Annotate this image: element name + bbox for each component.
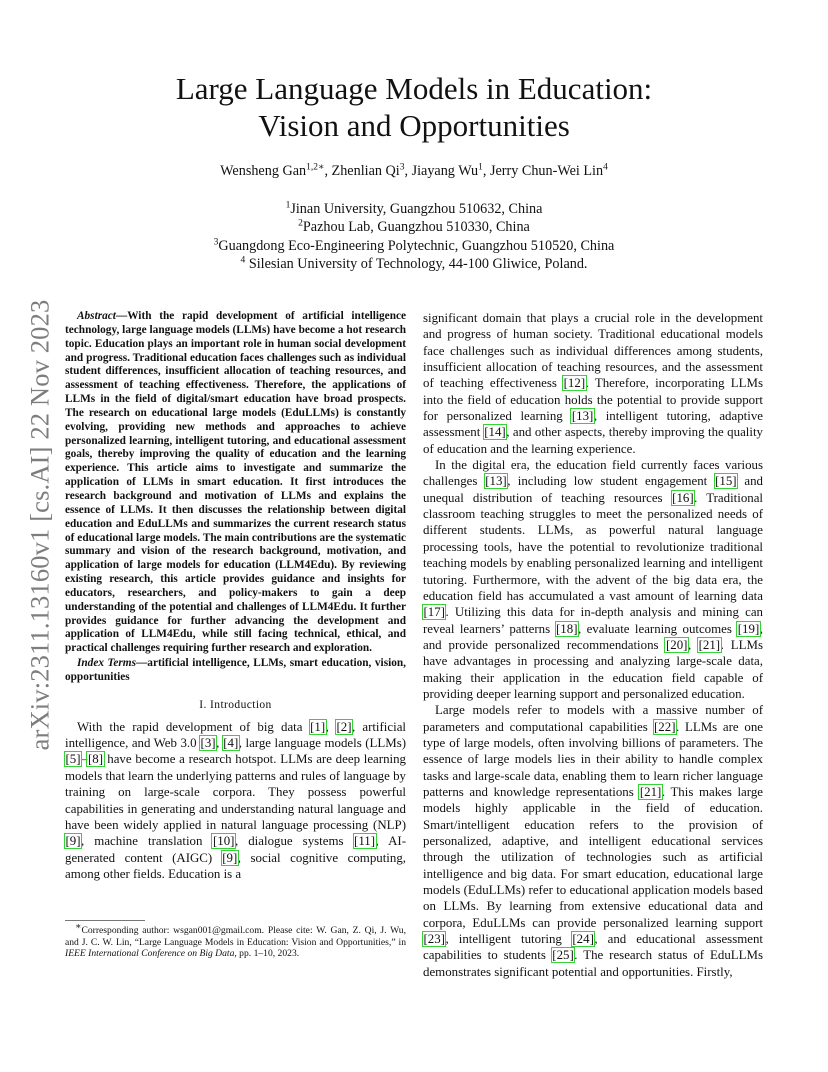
left-column: [65, 310, 406, 882]
index-terms-label: Index Terms: [77, 657, 136, 670]
index-terms-text: —artificial intelligence, LLMs, smart education, vision, opportunities: [65, 657, 406, 683]
citation-link[interactable]: [24]: [572, 932, 594, 947]
affiliation-3-sup: 3: [213, 236, 219, 247]
text-run: , including low student engagement: [507, 474, 715, 489]
citation-link[interactable]: [3]: [200, 736, 216, 751]
text-run: , and provide personalized recommendations: [423, 621, 763, 652]
citation-link[interactable]: [18]: [556, 621, 578, 636]
citation-link[interactable]: [1]: [310, 719, 326, 734]
text-run: , intelligent tutoring, adaptive assessment: [423, 409, 763, 440]
affiliation-1: [100, 200, 728, 218]
affiliation-1-sup: 1: [285, 200, 291, 211]
text-run: . Traditional classroom teaching struggles to meet the personalized needs of different students. LLMs, as powerful natural language processing tools, have the potential to revolutionize traditional teaching models by enabling personalized learning and intelligent tutoring. Furthermore, with the advent of the big data era, the education field has accumulated a vast amount of learning data: [423, 490, 764, 603]
abstract-text: —With the rapid development of artificial intelligence technology, large language models (LLMs) have become a hot research topic. Education plays an important role in human social development and progress. Traditional education faces challenges such as individual student differences, insufficient allocation of teaching resources, and assessment of teaching effectiveness. Therefore, the applications of LLMs in the field of digital/smart education have broad prospects. The research on educational large models (EduLLMs) is constantly evolving, providing new methods and approaches to achieve personalized learning, intelligent tutoring, and educational assessment goals, thereby improving the quality of education and the learning experience. This article aims to investigate and summarize the application of LLMs in smart education. It first introduces the research background and motivation of LLMs and explains the essence of LLMs. It then discusses the relationship between digital education and EduLLMs and summarizes the current research status of educational large models. The main contributions are the systematic summary and vision of the research background, motivation, and application of large models for education (LLM4Edu). By reviewing existing research, this article provides guidance and insights for educators, researchers, and policy-makers to gain a deep understanding of the potential and challenges of LLM4Edu. It further provides guidance for further advancing the development and application of LLM4Edu, while still facing technical, ethical, and practical challenges requiring further research and exploration.: [65, 310, 406, 655]
citation-link[interactable]: [14]: [484, 425, 506, 440]
index-terms: [65, 657, 406, 685]
citation-link[interactable]: [19]: [737, 621, 760, 636]
text-run: In the digital era, the education field currently faces various challenges: [423, 458, 763, 489]
affiliation-2: [100, 218, 728, 236]
citation-link[interactable]: [15]: [715, 474, 737, 489]
text-run: , AI-generated content (AIGC): [65, 834, 406, 865]
text-run: ,: [325, 719, 336, 734]
text-run: , intelligent tutoring: [445, 932, 572, 947]
author-2: , Zhenlian Qi: [324, 163, 400, 179]
text-run: . Therefore, incorporating LLMs into the field of education holds the potential to provide support for personalized learning: [423, 376, 763, 424]
footnote: [65, 921, 406, 960]
title-line-1: Large Language Models in Education:: [175, 71, 653, 106]
author-4-sup: 4: [603, 162, 608, 173]
text-run: . Utilizing this data for in-depth analysis and mining can reveal learners’ patterns: [423, 605, 763, 636]
citation-link[interactable]: [5]: [65, 752, 81, 767]
arxiv-id-text: arXiv:2311.13160v1 [cs.AI] 22 Nov 2023: [24, 299, 55, 751]
right-paragraph-2: [423, 457, 763, 702]
citation-link[interactable]: [20]: [665, 637, 688, 652]
citation-link[interactable]: [12]: [563, 376, 586, 391]
citation-link[interactable]: [11]: [354, 834, 376, 849]
affiliation-3-text: Guangdong Eco-Engineering Polytechnic, Guangzhou 510520, China: [218, 237, 615, 254]
text-run: , large language models (LLMs): [238, 736, 407, 751]
text-run: , evaluate learning outcomes: [578, 621, 738, 636]
affiliation-2-text: Pazhou Lab, Guangzhou 510330, China: [302, 219, 530, 236]
paper-title: [100, 70, 728, 144]
author-2-sup: 3: [399, 162, 405, 173]
citation-link[interactable]: [9]: [222, 850, 238, 865]
text-run: . The research status of EduLLMs demonstrates significant potential and opportunities. Firstly,: [423, 948, 763, 979]
text-run: . This makes large models highly applicable in the field of education. Smart/intelligent education refers to the provision of personalized, adaptive, and intelligent educational services through the utilization of technologies such as artificial intelligence and big data. For smart education, educational large models (EduLLMs) refer to educational application models based on LLMs. By learning from extensive educational data and corpora, EduLLMs can provide personalized learning support: [423, 784, 763, 930]
text-run: have become a research hotspot. LLMs are deep learning models that learn the underlying patterns and rules of language by training on large-scale corpora. They possess powerful capabilities in generating and understanding natural language and have been widely applied in natural language processing (NLP): [65, 752, 406, 832]
author-1: Wensheng Gan: [220, 163, 307, 179]
right-paragraph-3: [423, 702, 763, 980]
citation-link[interactable]: [22]: [654, 719, 676, 734]
citation-link[interactable]: [25]: [552, 948, 574, 963]
citation-link[interactable]: [17]: [423, 605, 445, 620]
footnote-text-1: Corresponding author: wsgan001@gmail.com. Please cite: W. Gan, Z. Qi, J. Wu, and J. C. W. Lin, “Large Language Models in Education: Vision and Opportunities,” in: [65, 925, 406, 948]
intro-paragraph-1: [65, 719, 406, 882]
author-3-sup: 1: [478, 162, 483, 173]
citation-link[interactable]: [16]: [672, 490, 694, 505]
author-4: , Jerry Chun-Wei Lin: [482, 163, 604, 179]
arxiv-identifier: [20, 290, 60, 760]
affiliation-4-text: Silesian University of Technology, 44-100 Gliwice, Poland.: [245, 255, 588, 272]
right-paragraph-1: [423, 310, 763, 457]
text-run: , artificial intelligence, and Web 3.0: [65, 719, 406, 751]
abstract: [65, 310, 406, 656]
text-run: , dialogue systems: [234, 834, 354, 849]
text-run: significant domain that plays a crucial role in the development and progress of human society. Traditional educational models face challenges such as individual differences among students, insufficient allocation of teaching resources, and the assessment of teaching effectiveness: [423, 311, 763, 391]
text-run: , and other aspects, thereby improving the quality of education and the learning experience.: [423, 425, 763, 456]
footnote-venue: IEEE International Conference on Big Data: [65, 948, 235, 960]
affiliation-2-sup: 2: [298, 218, 303, 229]
text-run: ,: [216, 736, 223, 751]
text-run: With the rapid development of big data: [77, 719, 310, 734]
title-line-2: Vision and Opportunities: [258, 108, 570, 143]
section-heading-introduction: I. Introduction: [199, 698, 272, 711]
text-run: . LLMs have advantages in processing and analyzing large-scale data, making their application in the education field capable of providing deeper learning support and personalized education.: [423, 637, 763, 701]
citation-link[interactable]: [21]: [639, 784, 662, 799]
text-run: , and educational assessment capabilities to students: [423, 932, 763, 963]
abstract-label: Abstract: [77, 310, 116, 322]
citation-link[interactable]: [8]: [87, 752, 104, 767]
affiliation-4: [100, 255, 728, 273]
citation-link[interactable]: [13]: [485, 474, 507, 489]
citation-link[interactable]: [2]: [336, 719, 352, 734]
footnote-text-2: , pp. 1–10, 2023.: [234, 948, 300, 960]
citation-link[interactable]: [21]: [698, 637, 721, 652]
citation-link[interactable]: [10]: [212, 834, 235, 849]
text-run: Large models refer to models with a massive number of parameters and computational capabilities: [423, 703, 763, 734]
citation-link[interactable]: [4]: [223, 736, 239, 751]
author-list: [100, 163, 728, 180]
text-run: , machine translation: [81, 834, 213, 849]
author-3: , Jiayang Wu: [404, 163, 479, 179]
footnote-sup: ∗: [75, 921, 82, 932]
text-run: . LLMs are one type of large models, often involving billions of parameters. The essence of large models lies in their ability to handle complex tasks and large-scale data, enabling them to learn richer language patterns and knowledge representations: [423, 719, 763, 799]
citation-link[interactable]: [9]: [65, 834, 81, 849]
author-1-sup: 1,2∗: [306, 162, 325, 173]
text-run: , social cognitive computing, among other fields. Education is a: [65, 850, 406, 881]
affiliation-1-text: Jinan University, Guangzhou 510632, China: [290, 201, 543, 217]
affiliation-list: [100, 200, 728, 273]
affiliation-3: [100, 237, 728, 255]
text-run: –: [81, 752, 88, 767]
citation-link[interactable]: [23]: [423, 932, 445, 947]
affiliation-4-sup: 4: [240, 255, 246, 266]
citation-link[interactable]: [13]: [571, 409, 594, 424]
text-run: and unequal distribution of teaching resources: [423, 474, 763, 505]
text-run: ,: [687, 637, 699, 652]
right-column: [423, 310, 763, 980]
